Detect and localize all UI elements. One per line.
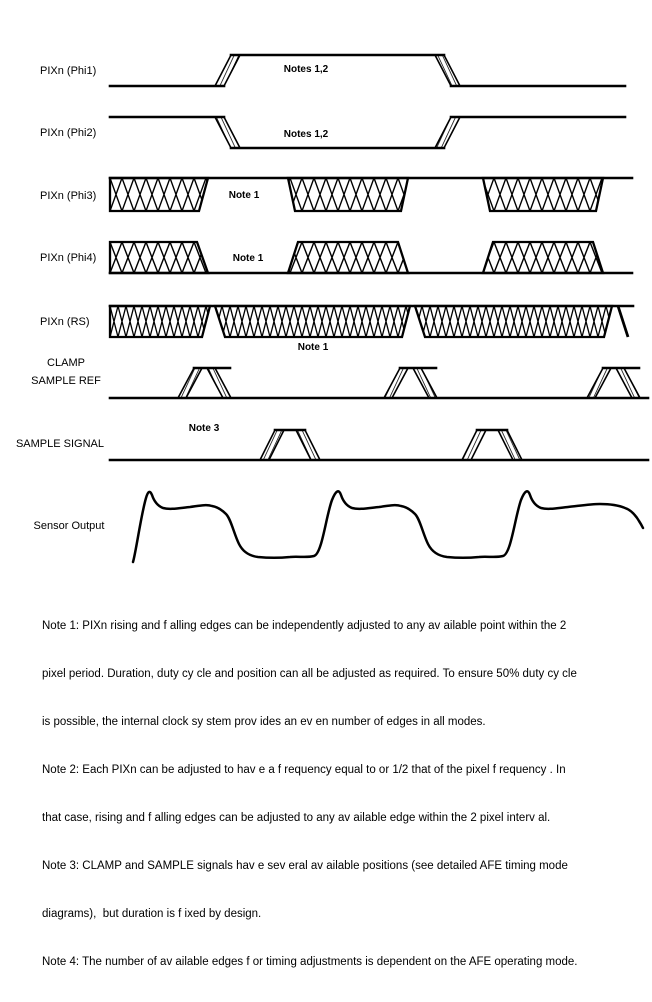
- annotation-phi3: Note 1: [228, 190, 260, 201]
- signal-label-pixn-phi4: PIXn (Phi4): [40, 252, 97, 264]
- waveform-pixn-phi2: [110, 117, 625, 148]
- signal-label-clamp: CLAMP: [47, 357, 85, 369]
- footnote-line-1: Note 1: PIXn rising and f alling edges can be independently adjusted to any av ailable point within the 2: [42, 620, 567, 632]
- annotation-phi2: Notes 1,2: [283, 129, 329, 140]
- footnote-line-6: Note 3: CLAMP and SAMPLE signals hav e sev eral av ailable positions (see detailed AFE timing mode: [42, 860, 568, 872]
- footnote-line-5: that case, rising and f alling edges can be adjusted to any av ailable edge within the 2 pixel interv al.: [42, 812, 551, 824]
- footnote-line-8: Note 4: The number of av ailable edges f or timing adjustments is dependent on the AFE operating mode.: [42, 956, 578, 968]
- annotation-rs: Note 1: [297, 342, 329, 353]
- waveform-pixn-phi1: [110, 55, 625, 86]
- annotation-phi4: Note 1: [232, 253, 264, 264]
- footnote-line-2: pixel period. Duration, duty cy cle and position can all be adjusted as required. To ensure 50% duty cy cle: [42, 668, 577, 680]
- waveform-clamp-sample-ref: [110, 368, 648, 398]
- waveform-sample-signal: [110, 430, 648, 460]
- footnote-line-4: Note 2: Each PIXn can be adjusted to hav e a f requency equal to or 1/2 that of the pixel f requency . In: [42, 764, 566, 776]
- signal-label-sample-ref: SAMPLE REF: [31, 375, 101, 387]
- signal-label-pixn-phi2: PIXn (Phi2): [40, 127, 97, 139]
- footnote-line-3: is possible, the internal clock sy stem prov ides an ev en number of edges in all modes.: [42, 716, 486, 728]
- signal-label-pixn-rs: PIXn (RS): [40, 316, 90, 328]
- signal-label-pixn-phi1: PIXn (Phi1): [40, 65, 97, 77]
- footnote-line-7: diagrams), but duration is f ixed by design.: [42, 908, 262, 920]
- footnotes: [42, 586, 648, 1002]
- annotation-phi1: Notes 1,2: [283, 64, 329, 75]
- annotation-sample-signal: Note 3: [188, 423, 220, 434]
- waveform-sensor-output: [133, 491, 643, 562]
- waveform-pixn-rs: [110, 306, 633, 337]
- waveform-pixn-phi3: [110, 178, 632, 211]
- signal-label-sensor-output: Sensor Output: [33, 520, 105, 532]
- waveform-pixn-phi4: [110, 242, 632, 273]
- signal-label-sample-signal: SAMPLE SIGNAL: [15, 438, 105, 450]
- signal-label-pixn-phi3: PIXn (Phi3): [40, 190, 97, 202]
